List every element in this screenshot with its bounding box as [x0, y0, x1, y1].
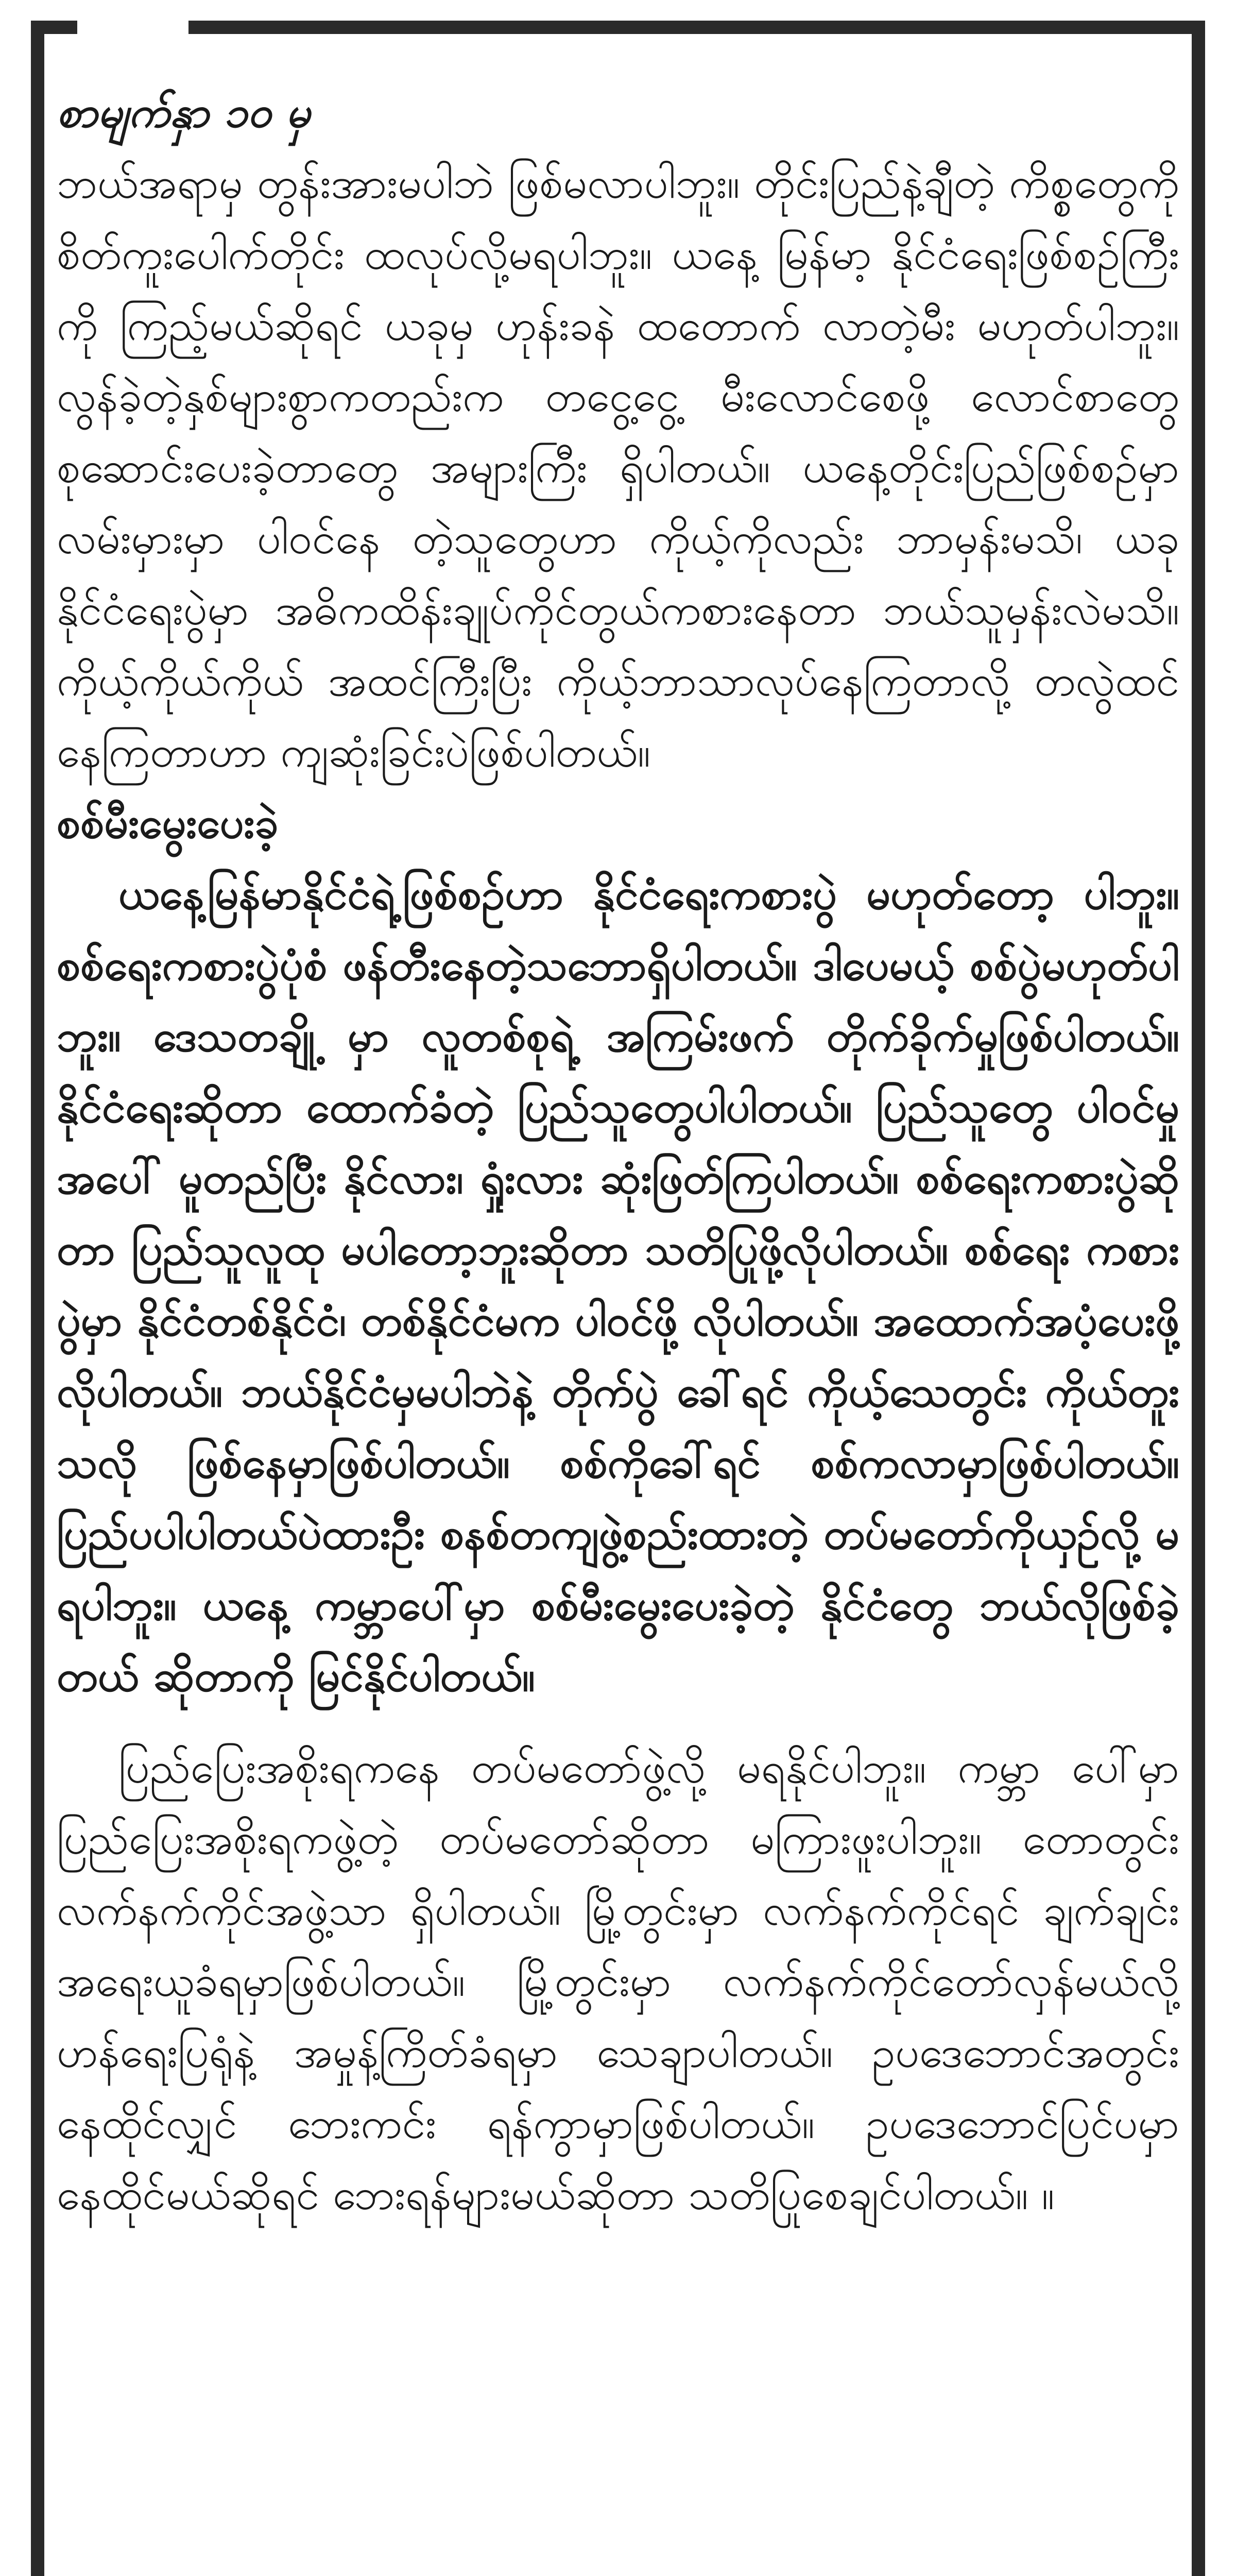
- paragraph-3: ပြည်ပြေးအစိုးရကနေ တပ်မတော်ဖွဲ့လို့ မရနိုင်ပါဘူး။ ကမ္ဘာ ပေါ်မှာ ပြည်ပြေးအစိုးရကဖွဲ့တဲ့ တပ်မတော်ဆိုတာ မကြားဖူးပါဘူး။ တောတွင်း လက်နက်ကိုင်အဖွဲ့သာ ရှိပါတယ်။ မြို့တွင်းမှာ လက်နက်ကိုင်ရင် ချက်ချင်းအရေးယူခံရမှာဖြစ်ပါတယ်။ မြို့တွင်းမှာ လက်နက်ကိုင်တော်လှန်မယ်လို့ ဟန်ရေးပြရုံနဲ့ အမှုန့်ကြိတ်ခံရမှာ သေချာပါတယ်။ ဥပဒေဘောင်အတွင်း နေထိုင်လျှင် ဘေးကင်း ရန်ကွာမှာဖြစ်ပါတယ်။ ဥပဒေဘောင်ပြင်ပမှာ နေထိုင်မယ်ဆိုရင် ဘေးရန်များမယ်ဆိုတာ သတိပြုစေချင်ပါတယ်။ ။: [57, 1744, 1179, 2219]
- border-notch: [77, 15, 188, 39]
- article-body: [57, 77, 1179, 2231]
- paragraph-1: ဘယ်အရာမှ တွန်းအားမပါဘဲ ဖြစ်မလာပါဘူး။ တိုင်းပြည်နဲ့ချီတဲ့ ကိစ္စတွေကို စိတ်ကူးပေါက်တိုင်း ထလုပ်လို့မရပါဘူး။ ယနေ့ မြန်မာ့ နိုင်ငံရေးဖြစ်စဉ်ကြီးကို ကြည့်မယ်ဆိုရင် ယခုမှ ဟုန်းခနဲ ထတောက် လာတဲ့မီး မဟုတ်ပါဘူး။ လွန်ခဲ့တဲ့နှစ်များစွာကတည်းက တငွေ့ငွေ့ မီးလောင်စေဖို့ လောင်စာတွေ စုဆောင်းပေးခဲ့တာတွေ အများကြီး ရှိပါတယ်။ ယနေ့တိုင်းပြည်ဖြစ်စဉ်မှာ လမ်းမှားမှာ ပါဝင်နေ တဲ့သူတွေဟာ ကိုယ့်ကိုလည်း ဘာမှန်းမသိ၊ ယခု နိုင်ငံရေးပွဲမှာ အဓိကထိန်းချုပ်ကိုင်တွယ်ကစားနေတာ ဘယ်သူမှန်းလဲမသိ။ ကိုယ့်ကိုယ်ကိုယ် အထင်ကြီးပြီး ကိုယ့်ဘာသာလုပ်နေကြတာလို့ တလွဲထင်နေကြတာဟာ ကျဆုံးခြင်းပဲဖြစ်ပါတယ်။: [57, 159, 1179, 777]
- paragraph-2: ယနေ့မြန်မာနိုင်ငံရဲ့ဖြစ်စဉ်ဟာ နိုင်ငံရေးကစားပွဲ မဟုတ်တော့ ပါဘူး။ စစ်ရေးကစားပွဲပုံစံ ဖန်တီးနေတဲ့သဘောရှိပါတယ်။ ဒါပေမယ့် စစ်ပွဲမဟုတ်ပါဘူး။ ဒေသတချို့ မှာ လူတစ်စုရဲ့ အကြမ်းဖက် တိုက်ခိုက်မှုဖြစ်ပါတယ်။ နိုင်ငံရေးဆိုတာ ထောက်ခံတဲ့ ပြည်သူတွေပါပါတယ်။ ပြည်သူတွေ ပါဝင်မှုအပေါ် မူတည်ပြီး နိုင်လား၊ ရှုံးလား ဆုံးဖြတ်ကြပါတယ်။ စစ်ရေးကစားပွဲဆိုတာ ပြည်သူလူထု မပါတော့ဘူးဆိုတာ သတိပြုဖို့လိုပါတယ်။ စစ်ရေး ကစားပွဲမှာ နိုင်ငံတစ်နိုင်ငံ၊ တစ်နိုင်ငံမက ပါဝင်ဖို့ လိုပါတယ်။ အထောက်အပံ့ပေးဖို့ လိုပါတယ်။ ဘယ်နိုင်ငံမှမပါဘဲနဲ့ တိုက်ပွဲ ခေါ်ရင် ကိုယ့်သေတွင်း ကိုယ်တူးသလို ဖြစ်နေမှာဖြစ်ပါတယ်။ စစ်ကိုခေါ်ရင် စစ်ကလာမှာဖြစ်ပါတယ်။ ပြည်ပပါပါတယ်ပဲထားဦး စနစ်တကျဖွဲ့စည်းထားတဲ့ တပ်မတော်ကိုယှဉ်လို့ မရပါဘူး။ ယနေ့ ကမ္ဘာပေါ်မှာ စစ်မီးမွေးပေးခဲ့တဲ့ နိုင်ငံတွေ ဘယ်လိုဖြစ်ခဲ့တယ် ဆိုတာကို မြင်နိုင်ပါတယ်။: [57, 870, 1179, 1701]
- section-heading: စစ်မီးမွေးပေးခဲ့: [57, 799, 279, 848]
- continued-from-label: စာမျက်နှာ ၁၀ မှ: [57, 88, 311, 137]
